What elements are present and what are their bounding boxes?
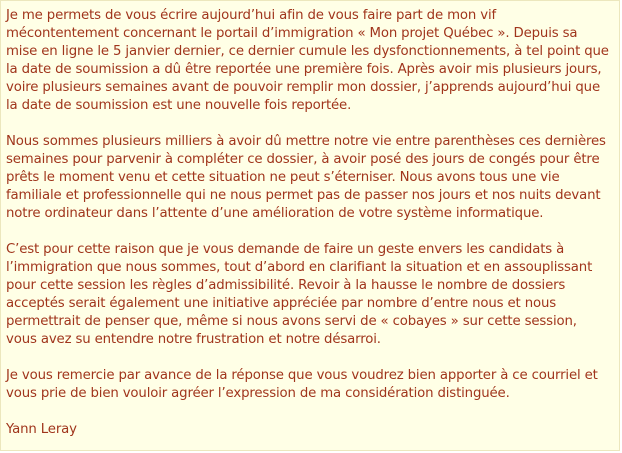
letter-body — [6, 7, 611, 439]
paragraph-request: C’est pour cette raison que je vous demande de faire un geste envers les candidats à l’immigration que nous sommes, tout d’abord en clarifiant la situation et en assouplissant pour cette session les règles d’admissibilité. Revoir à la hausse le nombre de dossiers acceptés serait également une initiative appréciée par nombre d’entre nous et nous permettrait de penser que, même si nous avons servi de « cobayes » sur cette session, vous avez su entendre notre frustration et notre désarroi. — [6, 242, 593, 347]
signature: Yann Leray — [6, 422, 77, 437]
paragraph-situation: Nous sommes plusieurs milliers à avoir dû mettre notre vie entre parenthèses ces dernières semaines pour parvenir à compléter ce dossier, à avoir posé des jours de congés pour être prêts le moment venu et cette situation ne peut s’éterniser. Nous avons tous une vie familiale et professionnelle qui ne nous permet pas de passer nos jours et nos nuits devant notre ordinateur dans l’attente d’une amélioration de votre système informatique. — [6, 134, 606, 221]
paragraph-intro: Je me permets de vous écrire aujourd’hui afin de vous faire part de mon vif mécontentement concernant le portail d’immigration « Mon projet Québec ». Depuis sa mise en ligne le 5 janvier dernier, ce dernier cumule les dysfonctionnements, à tel point que la date de soumission a dû être reportée une première fois. Après avoir mis plusieurs jours, voire plusieurs semaines avant de pouvoir remplir mon dossier, j’apprends aujourd’hui que la date de soumission est une nouvelle fois reportée. — [6, 8, 609, 113]
paragraph-closing: Je vous remercie par avance de la réponse que vous voudrez bien apporter à ce courriel et vous prie de bien vouloir agréer l’expression de ma considération distinguée. — [6, 368, 598, 401]
